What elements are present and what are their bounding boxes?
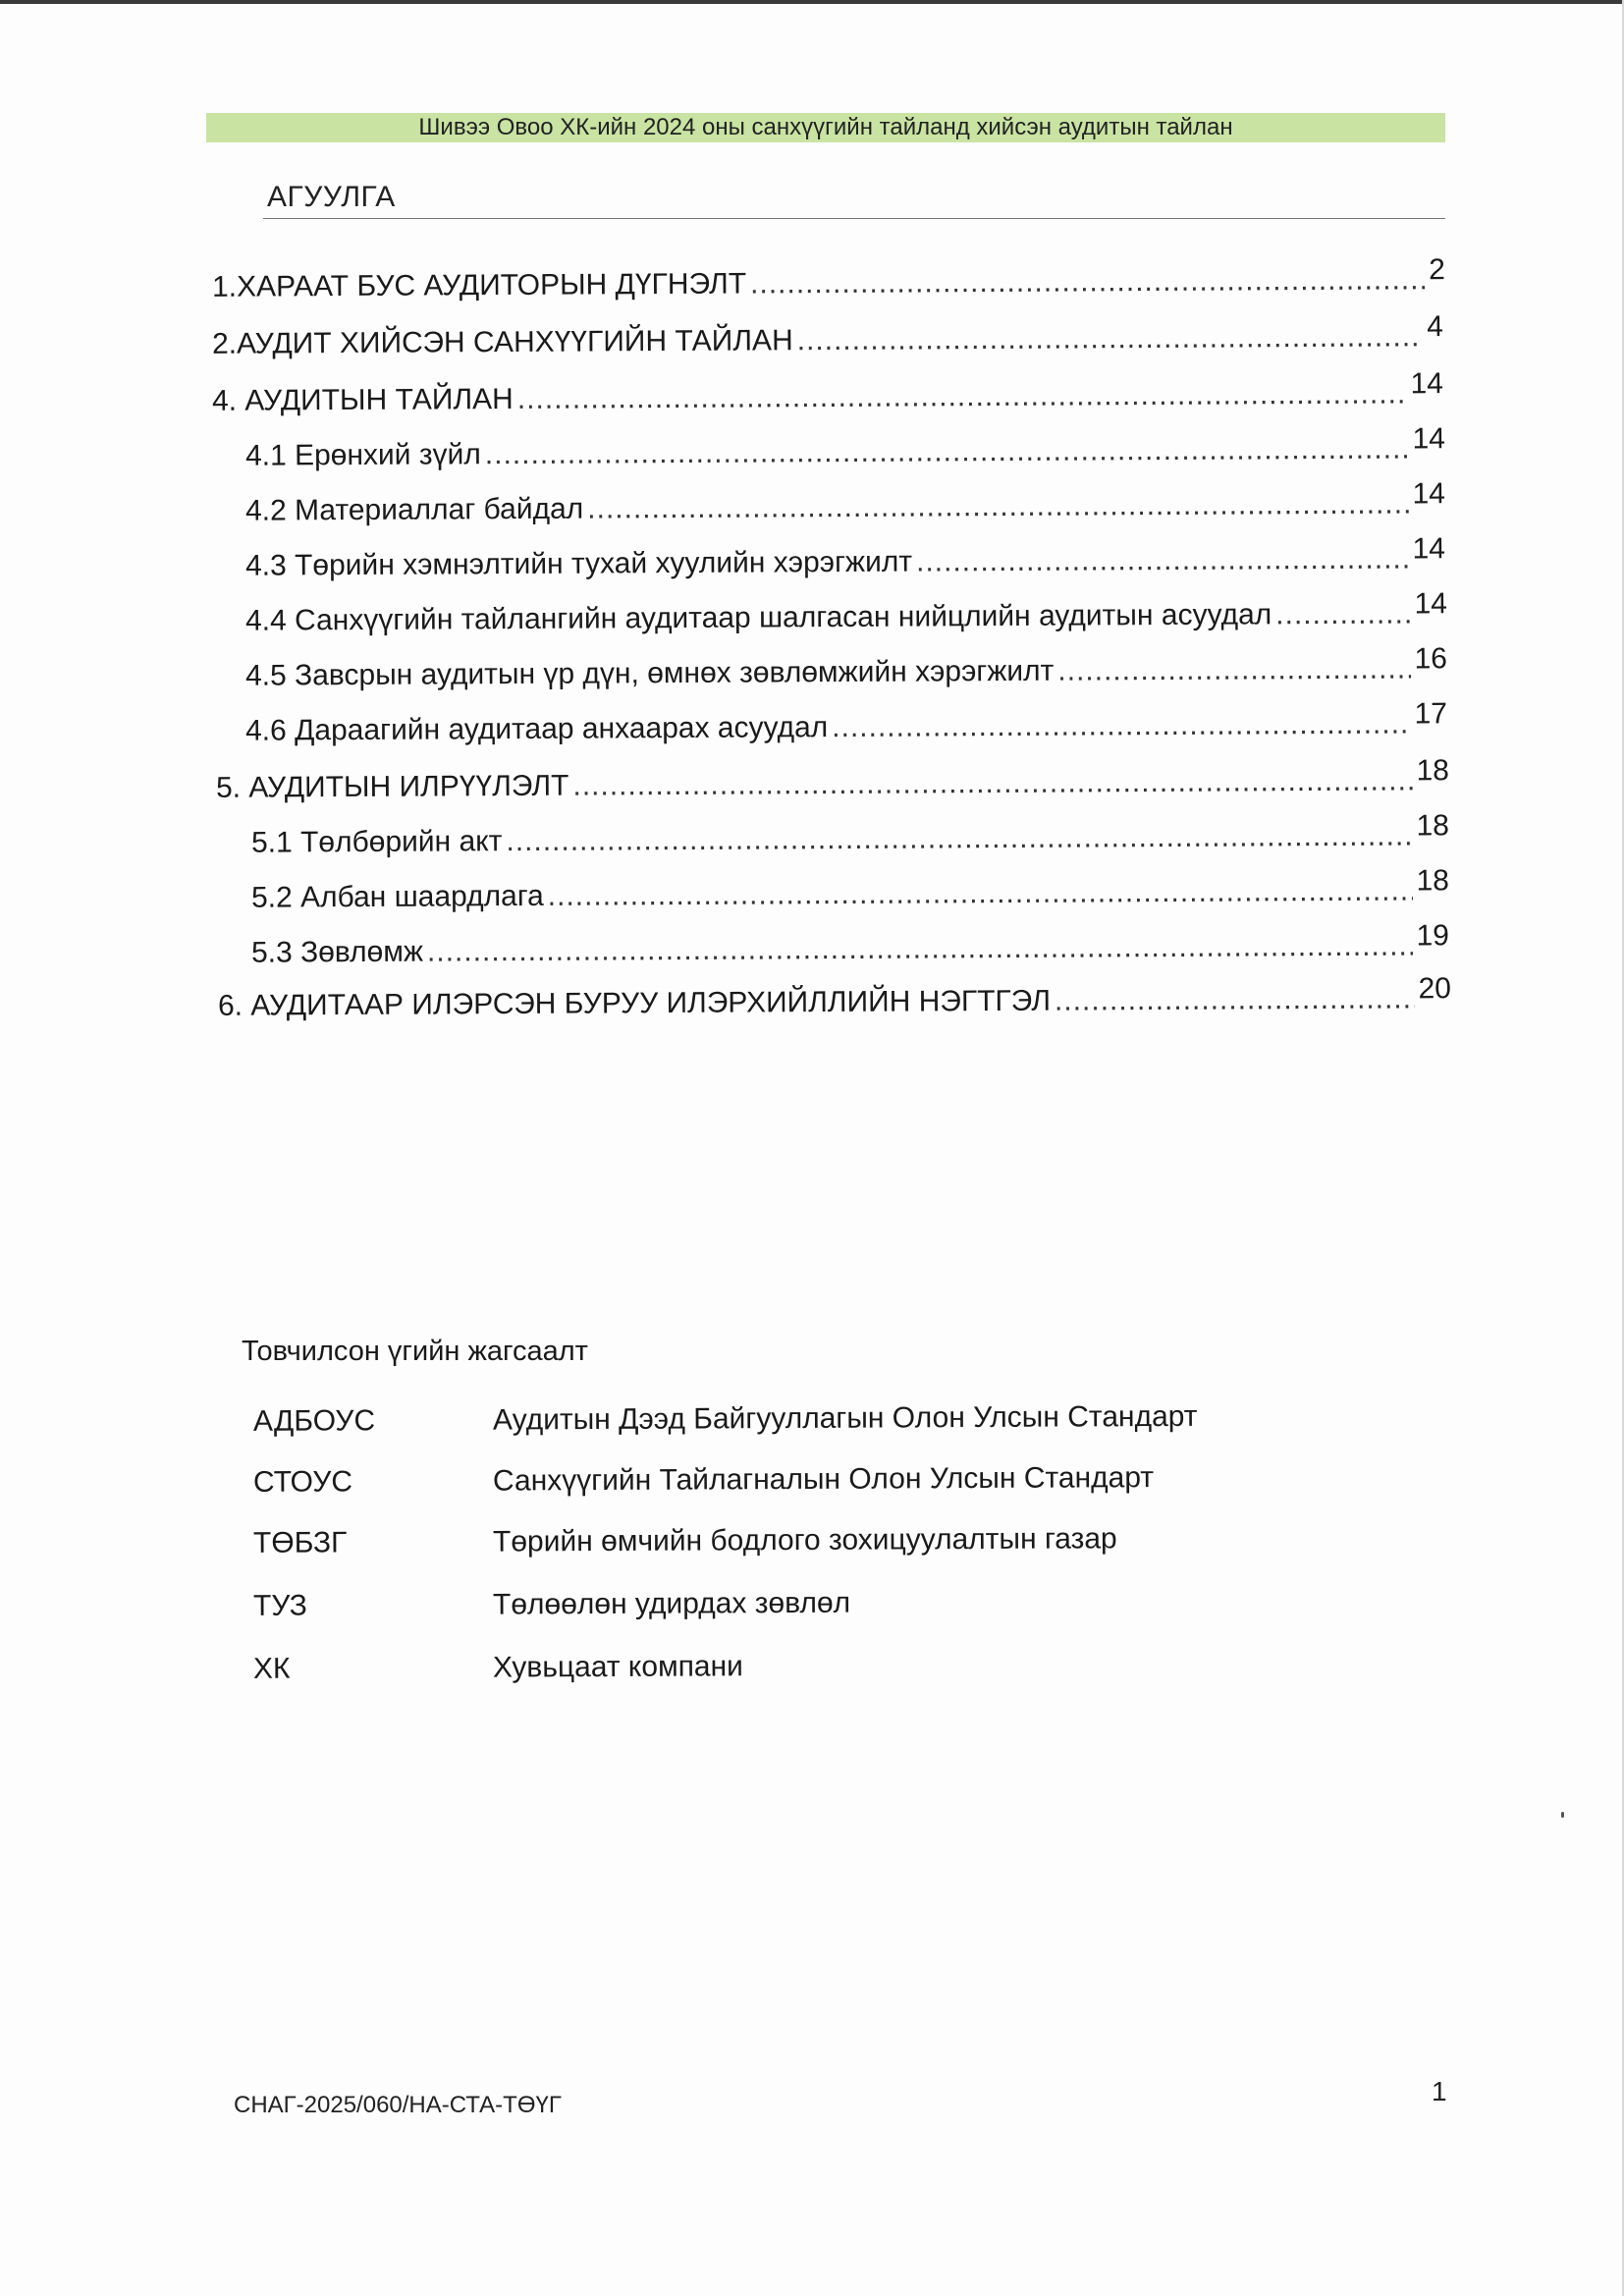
abbreviation-row — [253, 1647, 1333, 1692]
toc-leader-dots — [1275, 597, 1411, 631]
abbreviation-meaning: Санхүүгийн Тайлагналын Олон Улсын Стандарт — [492, 1461, 1155, 1498]
toc-entry[interactable] — [211, 253, 1446, 304]
abbreviation-row — [253, 1521, 1333, 1566]
toc-entry[interactable] — [244, 587, 1448, 637]
abbreviation-row — [253, 1460, 1333, 1505]
toc-entry[interactable] — [211, 367, 1444, 418]
toc-entry-label: 4.4 Санхүүгийн тайлангийн аудитаар шалгасан нийцлийн аудитын асуудал — [244, 598, 1272, 637]
abbreviation-row — [253, 1584, 1333, 1629]
toc-leader-dots — [1057, 652, 1410, 687]
abbreviation-meaning: Төрийн өмчийн бодлого зохицуулалтын газар — [492, 1522, 1117, 1558]
toc-entry[interactable] — [250, 864, 1450, 914]
toc-entry[interactable] — [244, 697, 1448, 747]
toc-entry[interactable] — [244, 642, 1448, 692]
toc-leader-dots — [427, 930, 1413, 969]
toc-entry-page: 19 — [1416, 919, 1450, 953]
scan-speck — [1561, 1812, 1564, 1818]
toc-entry-page: 14 — [1412, 422, 1446, 456]
toc-entry-page: 4 — [1427, 310, 1444, 344]
toc-entry[interactable] — [215, 754, 1450, 805]
toc-entry-page: 14 — [1414, 587, 1448, 621]
toc-entry[interactable] — [244, 422, 1446, 472]
toc-entry-page: 20 — [1418, 972, 1452, 1006]
toc-leader-dots — [587, 487, 1409, 525]
abbreviation-code: ХК — [252, 1652, 291, 1685]
toc-entry[interactable] — [250, 809, 1450, 859]
document-code: СНАГ-2025/060/НА-СТА-ТӨҮГ — [234, 2092, 562, 2118]
abbreviations-title: Товчилсон үгийн жагсаалт — [242, 1336, 588, 1367]
abbreviation-row — [253, 1399, 1333, 1445]
toc-entry-label: 1.ХАРААТ БУС АУДИТОРЫН ДҮГНЭЛТ — [211, 267, 747, 303]
abbreviation-code: ТӨБЗГ — [252, 1526, 348, 1559]
toc-entry-label: 6. АУДИТААР ИЛЭРСЭН БУРУУ ИЛЭРХИЙЛЛИЙН НЭГТГЭЛ — [217, 984, 1052, 1022]
toc-divider — [263, 218, 1445, 219]
toc-title: АГУУЛГА — [267, 181, 396, 213]
scan-edge-top — [0, 0, 1624, 4]
toc-entry[interactable] — [250, 919, 1450, 969]
toc-entry[interactable] — [217, 972, 1452, 1023]
toc-leader-dots — [485, 432, 1409, 471]
toc-entry-label: 4.2 Материаллаг байдал — [244, 492, 584, 527]
toc-entry-label: 4.1 Ерөнхий зүйл — [244, 438, 481, 472]
toc-entry-page: 17 — [1414, 697, 1448, 731]
toc-entry-label: 5.3 Зөвлөмж — [250, 935, 424, 969]
toc-entry-label: 4.3 Төрийн хэмнэлтийн тухай хуулийн хэрэгжилт — [244, 545, 913, 582]
toc-entry[interactable] — [244, 532, 1446, 582]
running-header: Шивээ Овоо ХК-ийн 2024 оны санхүүгийн тайланд хийсэн аудитын тайлан — [206, 113, 1445, 142]
toc-leader-dots — [1055, 982, 1415, 1017]
page-number: 1 — [1432, 2076, 1447, 2106]
toc-leader-dots — [832, 707, 1411, 744]
toc-entry-page: 14 — [1410, 367, 1444, 401]
toc-entry-label: 5.1 Төлбөрийн акт — [250, 825, 503, 859]
toc-entry-page: 18 — [1416, 809, 1450, 843]
toc-entry-label: 5.2 Албан шаардлага — [250, 879, 544, 914]
abbreviation-meaning: Аудитын Дээд Байгууллагын Олон Улсын Стандарт — [492, 1399, 1198, 1437]
toc-entry-label: 2.АУДИТ ХИЙСЭН САНХҮҮГИЙН ТАЙЛАН — [211, 324, 793, 360]
toc-leader-dots — [916, 542, 1409, 578]
toc-leader-dots — [548, 875, 1413, 913]
toc-leader-dots — [750, 263, 1425, 301]
toc-entry-page: 14 — [1412, 532, 1446, 566]
toc-entry-page: 18 — [1416, 864, 1450, 898]
abbreviation-code: СТОУС — [252, 1465, 353, 1499]
toc-leader-dots — [506, 820, 1412, 859]
toc-entry-page: 16 — [1414, 642, 1448, 676]
toc-entry-label: 4.6 Дараагийн аудитаар анхаарах асуудал — [244, 711, 829, 747]
toc-leader-dots — [572, 764, 1412, 802]
toc-leader-dots — [797, 320, 1424, 357]
toc-entry-label: 4.5 Завсрын аудитын үр дүн, өмнөх зөвлөмжийн хэрэгжилт — [244, 654, 1055, 692]
toc-entry[interactable] — [244, 477, 1446, 527]
abbreviation-meaning: Хувьцаат компани — [492, 1650, 743, 1684]
toc-entry-page: 2 — [1429, 253, 1446, 287]
toc-entry-page: 18 — [1416, 754, 1450, 788]
abbreviation-code: ТУЗ — [252, 1589, 307, 1622]
abbreviation-meaning: Төлөөлөн удирдах зөвлөл — [492, 1586, 851, 1621]
abbreviation-code: АДБОУС — [252, 1404, 376, 1438]
toc-entry-label: 5. АУДИТЫН ИЛРҮҮЛЭЛТ — [215, 769, 569, 804]
toc-entry-label: 4. АУДИТЫН ТАЙЛАН — [211, 382, 514, 417]
toc-leader-dots — [517, 377, 1407, 416]
toc-entry[interactable] — [211, 310, 1444, 361]
toc-entry-page: 14 — [1412, 477, 1446, 511]
